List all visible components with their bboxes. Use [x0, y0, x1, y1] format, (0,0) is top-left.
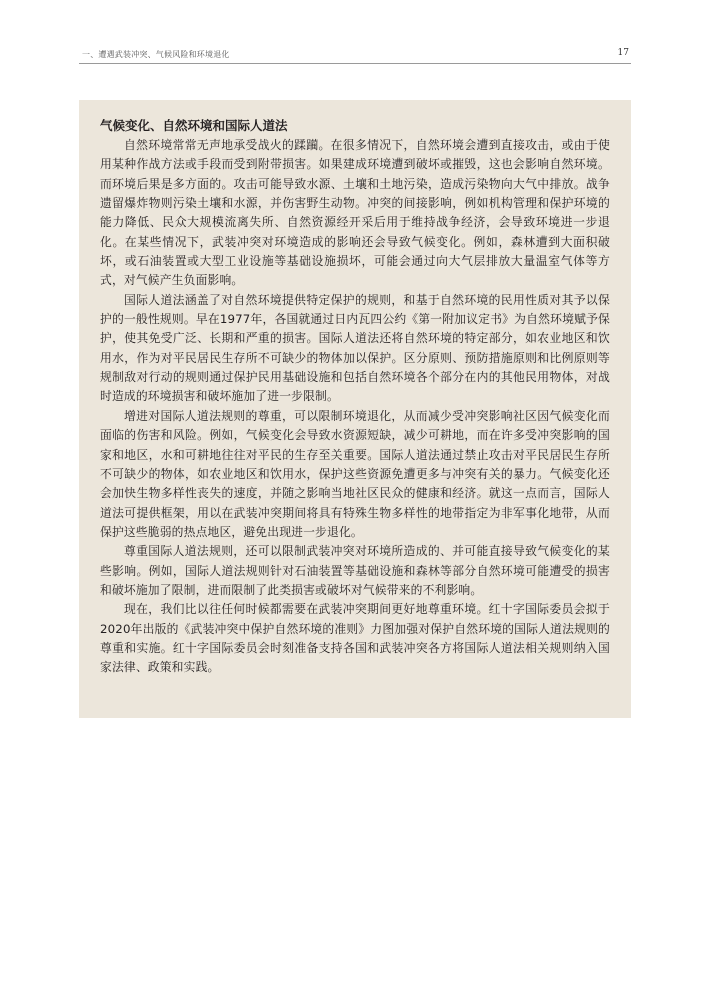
box-paragraph: 现在，我们比以往任何时候都需要在武装冲突期间更好地尊重环境。红十字国际委员会拟于2020年出版的《武装冲突中保护自然环境的准则》力图加强对保护自然环境的国际人道法规则的尊重和实施。红十字国际委员会时刻准备支持各国和武装冲突各方将国际人道法相关规则纳入国家法律、政策和实践。 — [100, 602, 610, 675]
running-header — [79, 47, 631, 64]
running-header-section-title: 一、遭遇武装冲突、气候风险和环境退化 — [82, 50, 230, 59]
box-paragraph: 尊重国际人道法规则，还可以限制武装冲突对环境所造成的、并可能直接导致气候变化的某些影响。例如，国际人道法规则针对石油装置等基础设施和森林等部分自然环境可能遭受的损害和破坏施加了限制，进而限制了此类损害或破坏对气候带来的不利影响。 — [100, 544, 610, 597]
sidebar-box — [79, 100, 631, 718]
box-paragraph: 国际人道法涵盖了对自然环境提供特定保护的规则，和基于自然环境的民用性质对其予以保护的一般性规则。早在1977年，各国就通过日内瓦四公约《第一附加议定书》为自然环境赋予保护，使其免受广泛、长期和严重的损害。国际人道法还将自然环境的特定部分，如农业地区和饮用水，作为对平民居民生存所不可缺少的物体加以保护。区分原则、预防措施原则和比例原则等规制敌对行动的规则通过保护民用基础设施和包括自然环境各个部分在内的其他民用物体，对战时造成的环境损害和破坏施加了进一步限制。 — [100, 292, 610, 404]
box-paragraph: 自然环境常常无声地承受战火的蹂躏。在很多情况下，自然环境会遭到直接攻击，或由于使用某种作战方法或手段而受到附带损害。如果建成环境遭到破坏或摧毁，这也会影响自然环境。而环境后果是多方面的。攻击可能导致水源、土壤和土地污染，造成污染物向大气中排放。战争遗留爆炸物则污染土壤和水源，并伤害野生动物。冲突的间接影响，例如机构管理和保护环境的能力降低、民众大规模流离失所、自然资源经开采后用于维持战争经济，会导致环境进一步退化。在某些情况下，武装冲突对环境造成的影响还会导致气候变化。例如，森林遭到大面积破坏，或石油装置或大型工业设施等基础设施损坏，可能会通过向大气层排放大量温室气体等方式，对气候产生负面影响。 — [100, 138, 610, 288]
box-paragraph: 增进对国际人道法规则的尊重，可以限制环境退化，从而减少受冲突影响社区因气候变化而面临的伤害和风险。例如，气候变化会导致水资源短缺，减少可耕地，而在许多受冲突影响的国家和地区，水和可耕地往往对平民的生存至关重要。国际人道法通过禁止攻击对平民居民生存所不可缺少的物体，如农业地区和饮用水，保护这些资源免遭更多与冲突有关的暴力。气候变化还会加快生物多样性丧失的速度，并随之影响当地社区民众的健康和经济。就这一点而言，国际人道法可提供框架，用以在武装冲突期间将具有特殊生物多样性的地带指定为非军事化地带，从而保护这些脆弱的热点地区，避免出现进一步退化。 — [100, 408, 610, 539]
box-title: 气候变化、自然环境和国际人道法 — [100, 118, 288, 133]
page-number: 17 — [617, 48, 629, 58]
